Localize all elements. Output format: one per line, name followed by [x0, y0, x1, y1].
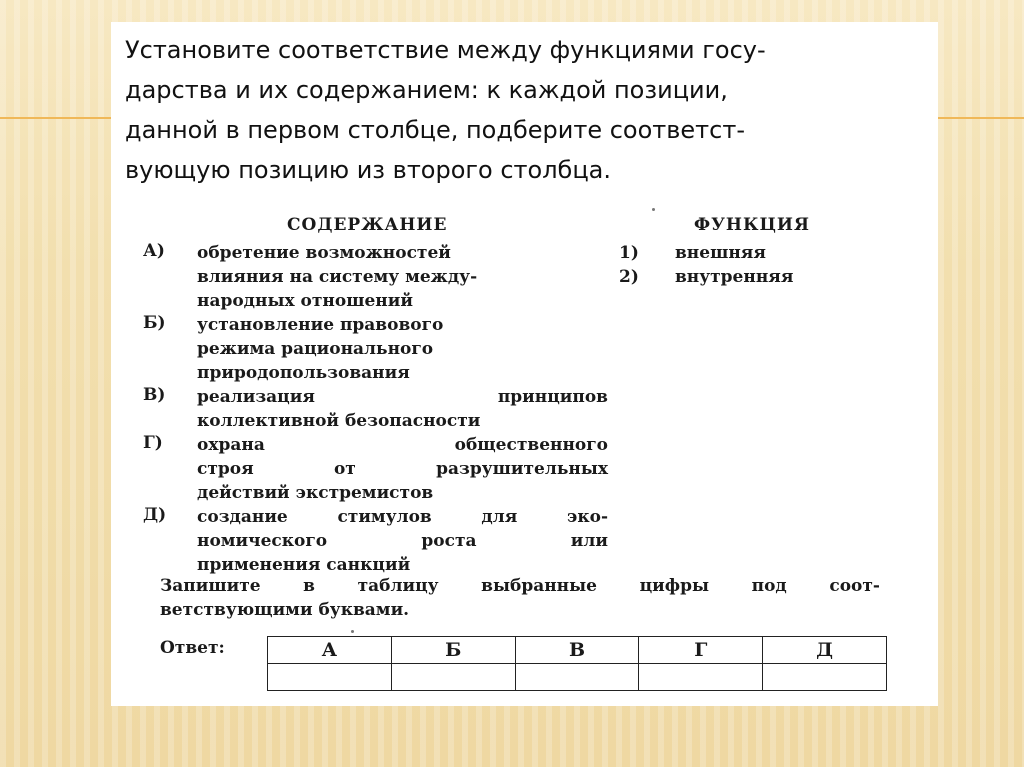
answer-letter-cell: В: [515, 637, 639, 664]
function-number: 2): [619, 267, 639, 287]
answer-letter-cell: А: [268, 637, 392, 664]
answer-letter-cell: Д: [763, 637, 887, 664]
answer-label: Ответ:: [160, 638, 225, 658]
scan-speck: [652, 208, 655, 211]
answer-input-row: [268, 664, 887, 691]
task-statement-line: данной в первом столбце, подберите соответст-: [125, 116, 745, 144]
function-column-header: ФУНКЦИЯ: [694, 215, 810, 235]
function-label: внутренняя: [675, 267, 794, 287]
content-column-header: СОДЕРЖАНИЕ: [287, 215, 448, 235]
answer-blank-cell: [763, 664, 887, 691]
item-text-line: влияния на систему между-: [197, 267, 478, 287]
item-text-line: природопользования: [197, 363, 410, 383]
item-text-line: применения санкций: [197, 555, 411, 575]
answer-letter-cell: Г: [639, 637, 763, 664]
answer-blank-cell: [515, 664, 639, 691]
item-text-line: создание стимулов для эко-: [197, 507, 608, 527]
item-letter: В): [143, 385, 166, 405]
item-text-line: установление правового: [197, 315, 444, 335]
function-label: внешняя: [675, 243, 766, 263]
answer-blank-cell: [268, 664, 392, 691]
item-text-line: режима рационального: [197, 339, 434, 359]
instruction-text: [160, 574, 880, 622]
list-item: [143, 505, 608, 577]
item-text-line: номического роста или: [197, 531, 608, 551]
document-page: [111, 22, 938, 706]
list-item: [143, 385, 608, 433]
item-text-line: строя от разрушительных: [197, 459, 608, 479]
item-letter: Г): [143, 433, 163, 453]
scan-speck: [351, 630, 354, 633]
task-statement-line: дарства и их содержанием: к каждой позиции,: [125, 76, 728, 104]
item-text-line: действий экстремистов: [197, 483, 434, 503]
item-letter: А): [143, 241, 165, 261]
item-text-line: обретение возможностей: [197, 243, 451, 263]
function-item: [619, 265, 793, 289]
list-item: [143, 241, 608, 313]
function-item: [619, 241, 793, 265]
accent-line-left: [0, 117, 112, 119]
item-text-line: народных отношений: [197, 291, 413, 311]
task-statement-line: Установите соответствие между функциями госу-: [125, 36, 766, 64]
function-number: 1): [619, 243, 639, 263]
list-item: [143, 433, 608, 505]
answer-letter-cell: Б: [391, 637, 515, 664]
item-letter: Д): [143, 505, 167, 525]
item-text-line: коллективной безопасности: [197, 411, 481, 431]
item-text-line: реализация принципов: [197, 387, 608, 407]
item-letter: Б): [143, 313, 166, 333]
instruction-line: ветствующими буквами.: [160, 600, 410, 620]
answer-header-row: [268, 637, 887, 664]
answer-table: [267, 636, 887, 691]
item-text-line: охрана общественного: [197, 435, 608, 455]
accent-line-right: [938, 117, 1024, 119]
task-statement-line: вующую позицию из второго столбца.: [125, 156, 611, 184]
instruction-line: Запишите в таблицу выбранные цифры под соот-: [160, 576, 880, 596]
answer-blank-cell: [391, 664, 515, 691]
task-statement: [125, 30, 925, 190]
answer-blank-cell: [639, 664, 763, 691]
function-list: [619, 241, 793, 289]
content-list: [143, 241, 608, 577]
list-item: [143, 313, 608, 385]
